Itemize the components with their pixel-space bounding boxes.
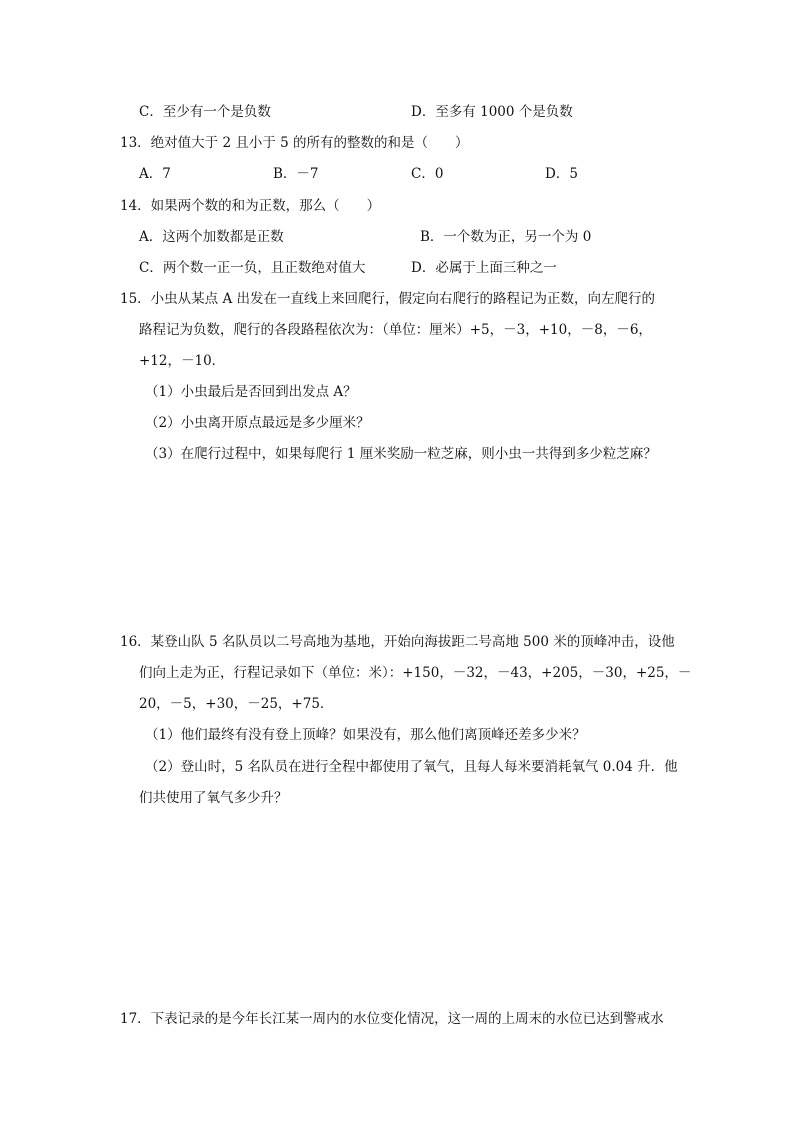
q16-stem-line3: 20，－5，+30，－25，+75． (139, 696, 334, 712)
q15-subquestion-1: （1）小虫最后是否回到出发点 A？ (145, 384, 357, 400)
q15-subquestion-3: （3）在爬行过程中，如果每爬行 1 厘米奖励一粒芝麻，则小虫一共得到多少粒芝麻？ (145, 446, 657, 462)
q15-subquestion-2: （2）小虫离开原点最远是多少厘米？ (145, 415, 370, 431)
q13-option-b: B．－7 (273, 166, 319, 182)
q14-option-a: A．这两个加数都是正数 (139, 229, 284, 245)
q16-subquestion-2-line1: （2）登山时，5 名队员在进行全程中都使用了氧气，且每人每米要消耗氧气 0.04 升．他 (145, 759, 678, 775)
q12-option-c: C．至少有一个是负数 (139, 104, 271, 120)
q15-stem-line3: +12，－10． (139, 353, 226, 369)
q14-option-d: D．必属于上面三种之一 (411, 260, 557, 276)
q15-stem-line2: 路程记为负数，爬行的各段路程依次为：（单位：厘米）+5，－3，+10，－8，－6， (139, 322, 652, 338)
q15-stem-line1: 15．小虫从某点 A 出发在一直线上来回爬行，假定向右爬行的路程记为正数，向左爬行的 (120, 291, 656, 307)
q14-option-b: B．一个数为正，另一个为 0 (420, 229, 592, 245)
q13-stem: 13．绝对值大于 2 且小于 5 的所有的整数的和是（ ） (120, 135, 469, 151)
q14-option-c: C．两个数一正一负，且正数绝对值大 (139, 260, 366, 276)
q13-option-d: D．5 (545, 166, 578, 182)
q16-stem-line1: 16．某登山队 5 名队员以二号高地为基地，开始向海拔距二号高地 500 米的顶峰冲击，设他 (120, 634, 675, 650)
q17-stem-line1: 17．下表记录的是今年长江某一周内的水位变化情况，这一周的上周末的水位已达到警戒水 (120, 1011, 664, 1027)
q13-option-c: C．0 (411, 166, 444, 182)
q16-subquestion-1: （1）他们最终有没有登上顶峰？如果没有，那么他们离顶峰还差多少米？ (145, 727, 586, 743)
q16-subquestion-2-line2: 们共使用了氧气多少升？ (139, 790, 288, 806)
q14-stem: 14．如果两个数的和为正数，那么（ ） (120, 198, 381, 214)
q13-option-a: A．7 (139, 166, 171, 182)
q16-stem-line2: 们向上走为正，行程记录如下（单位：米）：+150，－32，－43，+205，－30，+25，－ (139, 665, 692, 681)
q12-option-d: D．至多有 1000 个是负数 (411, 104, 573, 120)
